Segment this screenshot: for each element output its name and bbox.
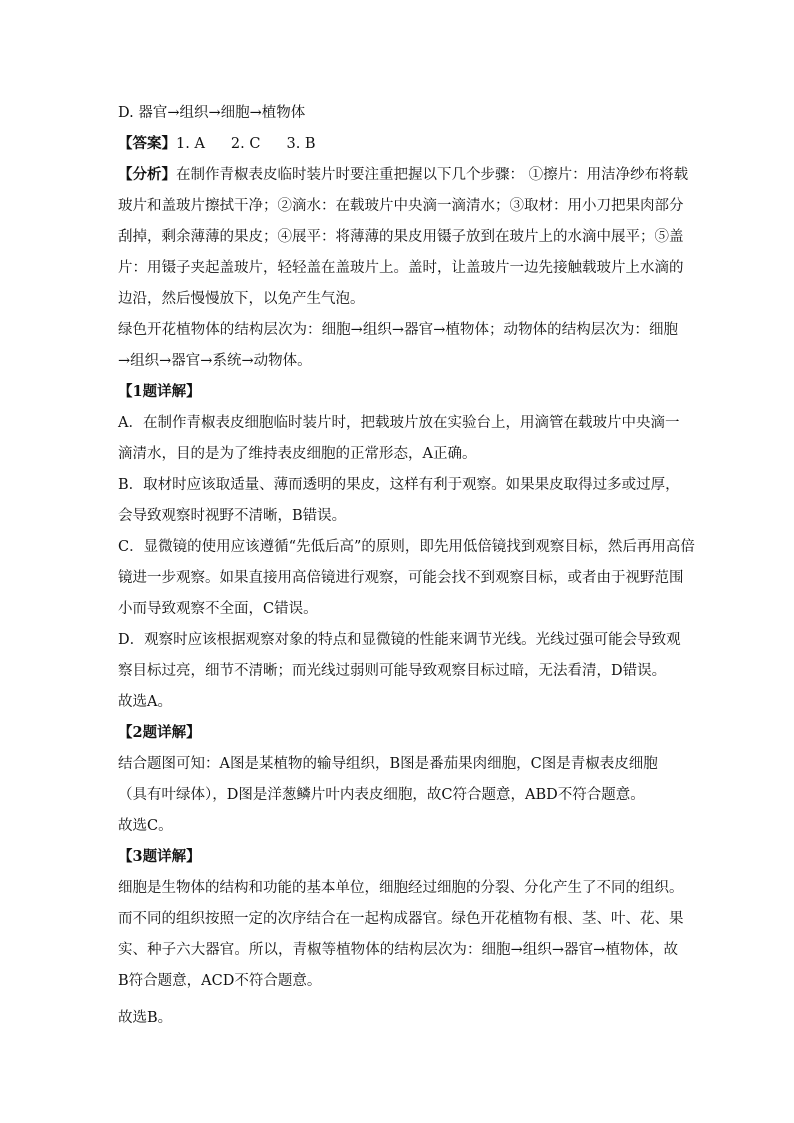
analysis-line-7: →组织→器官→系统→动物体。	[118, 353, 312, 369]
option-d-line: D. 器官→组织→细胞→植物体	[118, 105, 306, 121]
answer-2: 2. C	[230, 136, 261, 152]
q1-line-3: B．取材时应该取适量、薄而透明的果皮，这样有利于观察。如果果皮取得过多或过厚，	[118, 477, 680, 493]
answer-3: 3. B	[286, 136, 316, 152]
q1-line-6: 镜进一步观察。如果直接用高倍镜进行观察，可能会找不到观察目标，或者由于视野范围	[118, 570, 684, 586]
analysis-text-1: 在制作青椒表皮临时装片时要注重把握以下几个步骤： ①擦片：用洁净纱布将载	[176, 167, 689, 183]
q3-heading: 【3题详解】	[118, 848, 201, 865]
answer-label: 【答案】	[118, 135, 176, 152]
q1-line-5: C．显微镜的使用应该遵循“先低后高”的原则，即先用低倍镜找到观察目标，然后再用高倍	[118, 539, 695, 555]
q3-conclusion: 故选B。	[118, 1010, 173, 1026]
q1-line-7: 小而导致观察不全面，C错误。	[118, 601, 318, 617]
q3-line-4: B符合题意，ACD不符合题意。	[118, 973, 322, 989]
analysis-label: 【分析】	[118, 166, 176, 183]
analysis-line-6: 绿色开花植物体的结构层次为：细胞→组织→器官→植物体；动物体的结构层次为：细胞	[118, 322, 678, 338]
q1-line-2: 滴清水，目的是为了维持表皮细胞的正常形态，A正确。	[118, 446, 477, 462]
q1-line-4: 会导致观察时视野不清晰，B错误。	[118, 508, 347, 524]
q3-line-1: 细胞是生物体的结构和功能的基本单位，细胞经过细胞的分裂、分化产生了不同的组织。	[118, 880, 684, 896]
answer-1: 1. A	[176, 136, 205, 152]
q2-heading: 【2题详解】	[118, 724, 201, 741]
q1-heading: 【1题详解】	[118, 383, 201, 400]
q2-line-2: （具有叶绿体），D图是洋葱鳞片叶内表皮细胞，故C符合题意，ABD不符合题意。	[118, 787, 645, 803]
q1-line-1: A．在制作青椒表皮细胞临时装片时，把载玻片放在实验台上，用滴管在载玻片中央滴一	[118, 415, 680, 431]
analysis-line-1	[118, 165, 689, 185]
q1-line-8: D．观察时应该根据观察对象的特点和显微镜的性能来调节光线。光线过强可能会导致观	[118, 632, 681, 648]
analysis-line-3: 刮掉，剩余薄薄的果皮；④展平：将薄薄的果皮用镊子放到在玻片上的水滴中展平；⑤盖	[118, 229, 684, 245]
q2-line-1: 结合题图可知：A图是某植物的输导组织，B图是番茄果肉细胞，C图是青椒表皮细胞	[118, 756, 658, 772]
q1-conclusion: 故选A。	[118, 694, 172, 710]
q3-line-2: 而不同的组织按照一定的次序结合在一起构成器官。绿色开花植物有根、茎、叶、花、果	[118, 911, 684, 927]
analysis-line-5: 边沿，然后慢慢放下，以免产生气泡。	[118, 291, 365, 307]
analysis-line-4: 片：用镊子夹起盖玻片，轻轻盖在盖玻片上。盖时，让盖玻片一边先接触载玻片上水滴的	[118, 260, 684, 276]
analysis-line-2: 玻片和盖玻片擦拭干净；②滴水：在载玻片中央滴一滴清水；③取材：用小刀把果肉部分	[118, 198, 684, 214]
q3-line-3: 实、种子六大器官。所以，青椒等植物体的结构层次为：细胞→组织→器官→植物体，故	[118, 942, 678, 958]
q1-line-9: 察目标过亮，细节不清晰；而光线过弱则可能导致观察目标过暗，无法看清，D错误。	[118, 663, 667, 679]
answer-line	[118, 134, 678, 154]
q2-conclusion: 故选C。	[118, 818, 173, 834]
